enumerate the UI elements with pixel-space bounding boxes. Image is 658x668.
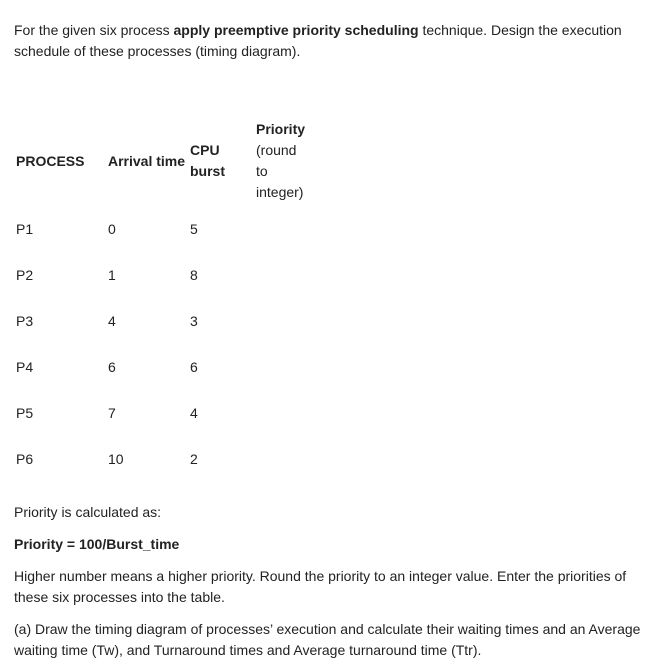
header-arrival: Arrival time — [108, 152, 186, 169]
table-row — [14, 436, 326, 482]
cell-process: P3 — [16, 312, 34, 329]
cell-priority[interactable] — [256, 344, 326, 390]
problem-intro — [14, 20, 650, 62]
cell-arrival: 7 — [108, 404, 116, 421]
cell-burst: 3 — [190, 312, 198, 329]
header-burst-line1: CPU — [190, 142, 220, 158]
cell-priority[interactable] — [256, 298, 326, 344]
table-header-row — [14, 116, 326, 206]
intro-bold-text: apply preemptive priority scheduling — [173, 22, 419, 38]
priority-formula: Priority = 100/Burst_time — [14, 536, 180, 552]
table-row — [14, 252, 326, 298]
intro-text-1: For the given six process — [14, 22, 174, 38]
cell-priority[interactable] — [256, 436, 326, 482]
question-a: (a) Draw the timing diagram of processes’ execution and calculate their waiting times and an Average waiting time (Tw), and Turnaround times and Average turnaround time (Ttr). — [14, 621, 641, 658]
cell-burst: 2 — [190, 450, 198, 467]
header-priority-line3: to — [256, 163, 268, 179]
cell-burst: 4 — [190, 404, 198, 421]
cell-priority[interactable] — [256, 390, 326, 436]
cell-process: P4 — [16, 358, 34, 375]
header-burst — [190, 116, 256, 206]
header-priority-line1: Priority — [256, 121, 306, 137]
process-table — [14, 116, 326, 482]
cell-arrival: 10 — [108, 450, 124, 467]
header-process: PROCESS — [16, 152, 85, 169]
table-row — [14, 206, 326, 252]
cell-process: P6 — [16, 450, 34, 467]
table-row — [14, 298, 326, 344]
cell-burst: 5 — [190, 220, 198, 237]
cell-burst: 8 — [190, 266, 198, 283]
header-priority — [256, 116, 326, 206]
cell-process: P1 — [16, 220, 34, 237]
header-priority-line2: (round — [256, 142, 297, 158]
table-row — [14, 390, 326, 436]
header-priority-line4: integer) — [256, 184, 304, 200]
cell-arrival: 6 — [108, 358, 116, 375]
higher-priority-note: Higher number means a higher priority. Round the priority to an integer value. Enter the priorities of these six processes into the table. — [14, 568, 627, 605]
cell-burst: 6 — [190, 358, 198, 375]
table-row — [14, 344, 326, 390]
header-burst-line2: burst — [190, 163, 225, 179]
cell-arrival: 0 — [108, 220, 116, 237]
intro-text-2: technique. Design the execution schedule of these processes (timing diagram). — [14, 22, 622, 59]
cell-priority[interactable] — [256, 252, 326, 298]
cell-priority[interactable] — [256, 206, 326, 252]
cell-arrival: 4 — [108, 312, 116, 329]
cell-process: P2 — [16, 266, 34, 283]
priority-note: Priority is calculated as: — [14, 504, 162, 520]
cell-arrival: 1 — [108, 266, 116, 283]
cell-process: P5 — [16, 404, 34, 421]
